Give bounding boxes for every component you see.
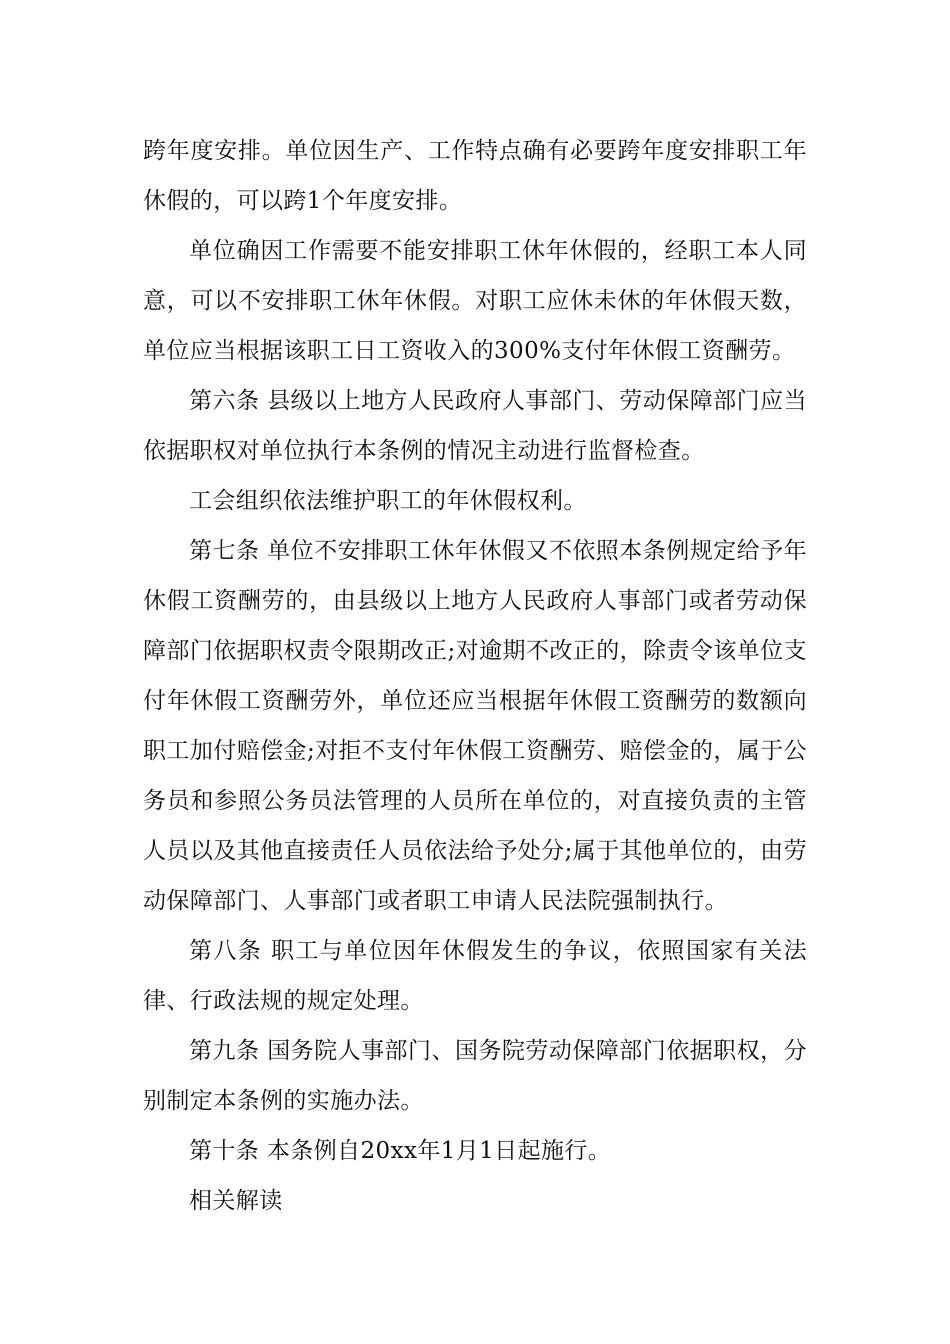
- paragraph-article-6: 第六条 县级以上地方人民政府人事部门、劳动保障部门应当依据职权对单位执行本条例的情况主动进行监督检查。: [143, 388, 807, 464]
- paragraph-article-10: 第十条 本条例自20xx年1月1日起施行。: [189, 1138, 612, 1164]
- document-body: [143, 126, 807, 1226]
- paragraph-union-rights: 工会组织依法维护职工的年休假权利。: [189, 488, 587, 514]
- paragraph-continuation: 跨年度安排。单位因生产、工作特点确有必要跨年度安排职工年休假的，可以跨1个年度安排。: [143, 138, 807, 214]
- paragraph-article-9: 第九条 国务院人事部门、国务院劳动保障部门依据职权，分别制定本条例的实施办法。: [143, 1038, 807, 1114]
- paragraph-article-8: 第八条 职工与单位因年休假发生的争议，依照国家有关法律、行政法规的规定处理。: [143, 938, 807, 1014]
- paragraph-related-reading: 相关解读: [189, 1188, 283, 1214]
- paragraph-unpaid-leave: 单位确因工作需要不能安排职工休年休假的，经职工本人同意，可以不安排职工休年休假。对职工应休未休的年休假天数，单位应当根据该职工日工资收入的300%支付年休假工资酬劳。: [143, 238, 807, 364]
- paragraph-article-7: 第七条 单位不安排职工休年休假又不依照本条例规定给予年休假工资酬劳的，由县级以上地方人民政府人事部门或者劳动保障部门依据职权责令限期改正;对逾期不改正的，除责令该单位支付年休假工资酬劳外，单位还应当根据年休假工资酬劳的数额向职工加付赔偿金;对拒不支付年休假工资酬劳、赔偿金的，属于公务员和参照公务员法管理的人员所在单位的，对直接负责的主管人员以及其他直接责任人员依法给予处分;属于其他单位的，由劳动保障部门、人事部门或者职工申请人民法院强制执行。: [143, 538, 807, 914]
